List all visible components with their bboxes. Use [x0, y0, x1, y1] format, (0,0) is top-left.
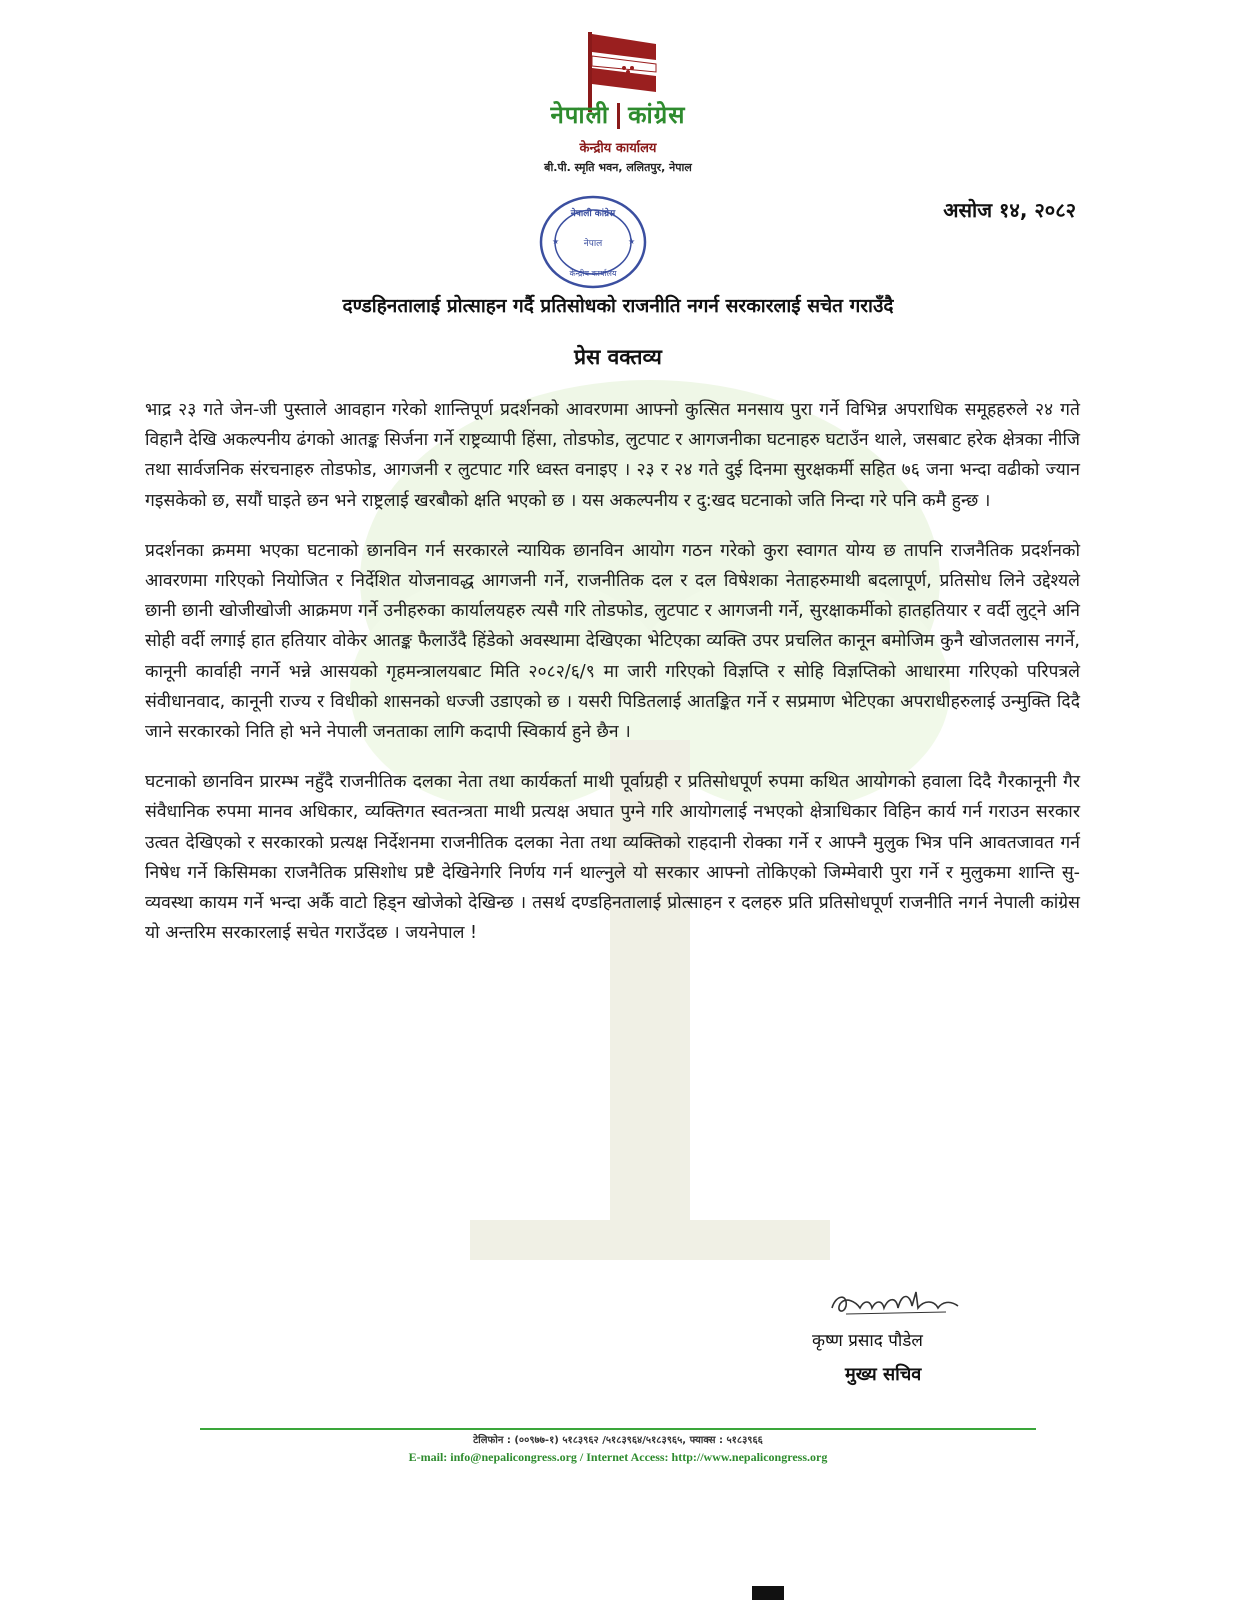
- press-statement-title: प्रेस वक्तव्य: [574, 345, 662, 369]
- paragraph-2: प्रदर्शनका क्रममा भएका घटनाको छानविन गर्न सरकारले न्यायिक छानविन आयोग गठन गरेको कुरा स्वागत योग्य छ तापनि राजनैतिक प्रदर्शनको आवरणमा गरिएको नियोजित र निर्देशित योजनावद्ध आगजनी गर्ने, राजनीतिक दल र दल विषेशका नेताहरुमाथी बदलापूर्ण, प्रतिसोध लिने उद्देश्यले छानी छानी खोजीखोजी आक्रमण गर्ने उनीहरुका कार्यालयहरु त्यसै गरि तोडफोड, लुटपाट र आगजनी गर्ने, सुरक्षाकर्मीको हातहतियार र वर्दी लुट्ने अनि सोही वर्दी लगाई हात हतियार वोकेर आतङ्क फैलाउँदै हिंडेको अवस्थामा देखिएका भेटिएका व्यक्ति उपर प्रचलित कानून बमोजिम कुनै खोजतलास नगर्ने, कानूनी कार्वाही नगर्ने भन्ने आसयको गृहमन्त्रालयबाट मिति २०८२/६/९ मा जारी गरिएको विज्ञप्ति र सोहि विज्ञप्तिको आधारमा गरिएको परिपत्रले संवीधानवाद, कानूनी राज्य र विधीको शासनको धज्जी उडाएको छ । यसरी पिडितलाई आतङ्कित गर्ने र सप्रमाण भेटिएका अपराधीहरुलाई उन्मुक्ति दिदै जाने सरकारको निति हो भने नेपाली जनताका लागि कदापी स्विकार्य हुने छैन ।: [145, 540, 1080, 743]
- paragraph-1: भाद्र २३ गते जेन-जी पुस्ताले आवहान गरेको शान्तिपूर्ण प्रदर्शनको आवरणमा आफ्नो कुत्सित मनसाय पुरा गर्ने विभिन्न अपराधिक समूहहरुले २४ गते विहानै देखि अकल्पनीय ढंगको आतङ्क सिर्जना गर्ने राष्ट्रव्यापी हिंसा, तोडफोड, लुटपाट र आगजनीका घटनाहरु घटाउँन थाले, जसबाट हरेक क्षेत्रका नीजि तथा सार्वजनिक संरचनाहरु तोडफोड, आगजनी र लुटपाट गरि ध्वस्त वनाइए । २३ र २४ गते दुई दिनमा सुरक्षकर्मी सहित ७६ जना भन्दा वढीको ज्यान गइसकेको छ, सयौं घाइते छन भने राष्ट्रलाई खरबौको क्षति भएको छ । यस अकल्पनीय र दु:खद घटनाको जति निन्दा गरे पनि कमै हुन्छ ।: [145, 400, 1080, 511]
- svg-text:नेपाल: नेपाल: [583, 239, 603, 249]
- svg-text:★: ★: [552, 237, 560, 246]
- svg-text:★: ★: [628, 237, 636, 246]
- footer-divider: [200, 1428, 1036, 1430]
- statement-body: [145, 395, 1080, 968]
- office-seal-stamp: [538, 194, 648, 290]
- org-name-right: कांग्रेस: [628, 101, 686, 129]
- press-headline: दण्डहिनतालाई प्रोत्साहन गर्दै प्रतिसोधको राजनीति नगर्न सरकारलाई सचेत गराउँदै: [342, 295, 894, 317]
- org-name-left: नेपाली: [550, 101, 610, 129]
- central-office-label: केन्द्रीय कार्यालय: [579, 141, 657, 156]
- svg-text:केन्द्रीय कार्यालय: केन्द्रीय कार्यालय: [569, 269, 617, 278]
- svg-text:नेपाली कांग्रेस: नेपाली कांग्रेस: [570, 209, 616, 219]
- signer-title: मुख्य सचिव: [845, 1364, 922, 1385]
- scan-edge-mark: [752, 1586, 784, 1600]
- signer-name: कृष्ण प्रसाद पौडेल: [812, 1331, 923, 1351]
- organization-name: [0, 98, 1236, 131]
- flag-pole-divider: [617, 103, 620, 129]
- handwritten-signature: [826, 1282, 966, 1322]
- paragraph-3: घटनाको छानविन प्रारम्भ नहुँदै राजनीतिक दलका नेता तथा कार्यकर्ता माथी पूर्वाग्रही र प्रतिसोधपूर्ण रुपमा कथित आयोगको हवाला दिदै गैरकानूनी गैर संवैधानिक रुपमा मानव अधिकार, व्यक्तिगत स्वतन्त्रता माथी प्रत्यक्ष अघात पुग्ने गरि आयोगलाई नभएको क्षेत्राधिकार विहिन कार्य गर्न गराउन सरकार उत्वत देखिएको र सरकारको प्रत्यक्ष निर्देशनमा राजनीतिक दलका नेता तथा व्यक्तिको राहदानी रोक्का गर्ने र आफ्नै मुलुक भित्र पनि आवतजावत गर्न निषेध गर्ने किसिमका राजनैतिक प्रसिशोध प्रष्टै देखिनेगरि निर्णय गर्न थाल्नुले यो सरकार आफ्नो तोकिएको जिम्मेवारी पुरा गर्ने र मुलुकमा शान्ति सु-व्यवस्था कायम गर्ने भन्दा अर्कै वाटो हिड्न खोजेको देखिन्छ । तसर्थ दण्डहिनतालाई प्रोत्साहन र दलहरु प्रति प्रतिसोधपूर्ण राजनीति नगर्न नेपाली कांग्रेस यो अन्तरिम सरकारलाई सचेत गराउँदछ । जयनेपाल !: [145, 772, 1080, 944]
- footer-contact: E-mail: info@nepalicongress.org / Internet Access: http://www.nepalicongress.org: [408, 1450, 828, 1464]
- document-date: असोज १४, २०८२: [943, 198, 1076, 222]
- footer-phone: टेलिफोन : (००९७७-१) ५१८३९६२ /५१८३९६४/५१८३९६५, फ्याक्स : ५१८३९६६: [473, 1435, 763, 1446]
- office-address: बी.पी. स्मृति भवन, ललितपुर, नेपाल: [544, 161, 692, 174]
